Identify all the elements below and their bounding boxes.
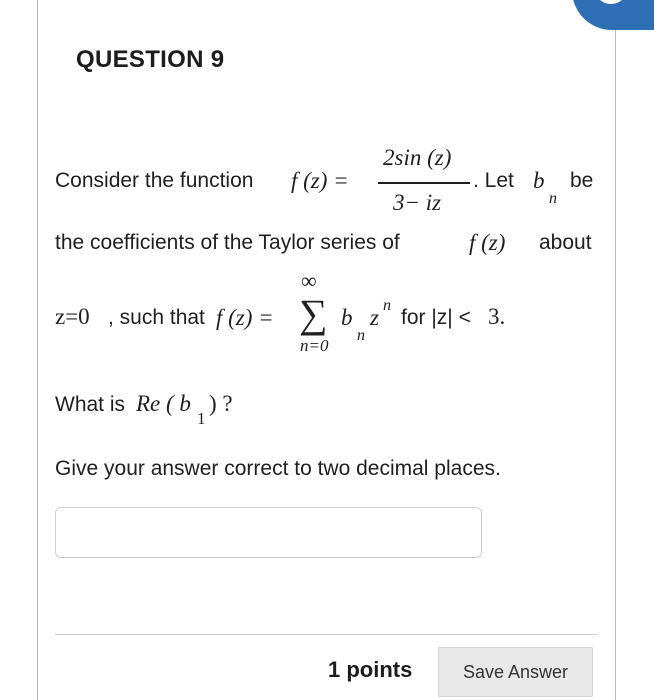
sum-b: b <box>341 305 353 330</box>
line2-text: the coefficients of the Taylor series of <box>55 231 400 254</box>
infinity-symbol: ∞ <box>301 268 317 293</box>
for-text: for |z| < <box>401 306 471 329</box>
re-subscript: 1 <box>197 409 206 428</box>
fraction-bar <box>378 182 470 184</box>
sigma-symbol: ∑ <box>299 291 328 336</box>
let-text: . Let <box>473 169 514 192</box>
f-lhs: f (z) = <box>291 168 349 193</box>
fraction-numerator: 2sin (z) <box>383 145 452 170</box>
b-symbol: b <box>533 168 545 193</box>
three-value: 3. <box>488 304 506 329</box>
answer-input[interactable] <box>55 507 482 558</box>
such-that-text: , such that <box>108 306 205 329</box>
fraction-denominator: 3− iz <box>393 190 442 215</box>
sum-z: z <box>370 305 379 330</box>
be-text: be <box>570 169 594 192</box>
sum-lower-bound: n=0 <box>300 336 329 355</box>
save-answer-button[interactable]: Save Answer <box>438 647 593 697</box>
footer-divider <box>55 634 598 635</box>
about-text: about <box>539 231 592 254</box>
sum-z-exponent: n <box>383 297 391 314</box>
instruction-text: Give your answer correct to two decimal places. <box>55 457 501 480</box>
line2-f: f (z) <box>469 230 506 255</box>
f-equals: f (z) = <box>216 305 274 330</box>
frame-right-border <box>615 0 616 700</box>
re-close: ) ? <box>209 391 233 416</box>
re-expression: Re ( b <box>136 391 191 416</box>
z-equals-zero: z=0 <box>55 304 90 329</box>
sum-b-subscript: n <box>357 327 365 344</box>
what-is-text: What is <box>55 393 126 416</box>
question-title: QUESTION 9 <box>76 46 225 73</box>
n-subscript: n <box>549 190 557 207</box>
frame-left-border <box>37 0 38 700</box>
intro-text: Consider the function <box>55 169 254 192</box>
floating-action-button[interactable] <box>572 0 654 30</box>
points-label: 1 points <box>328 657 413 682</box>
